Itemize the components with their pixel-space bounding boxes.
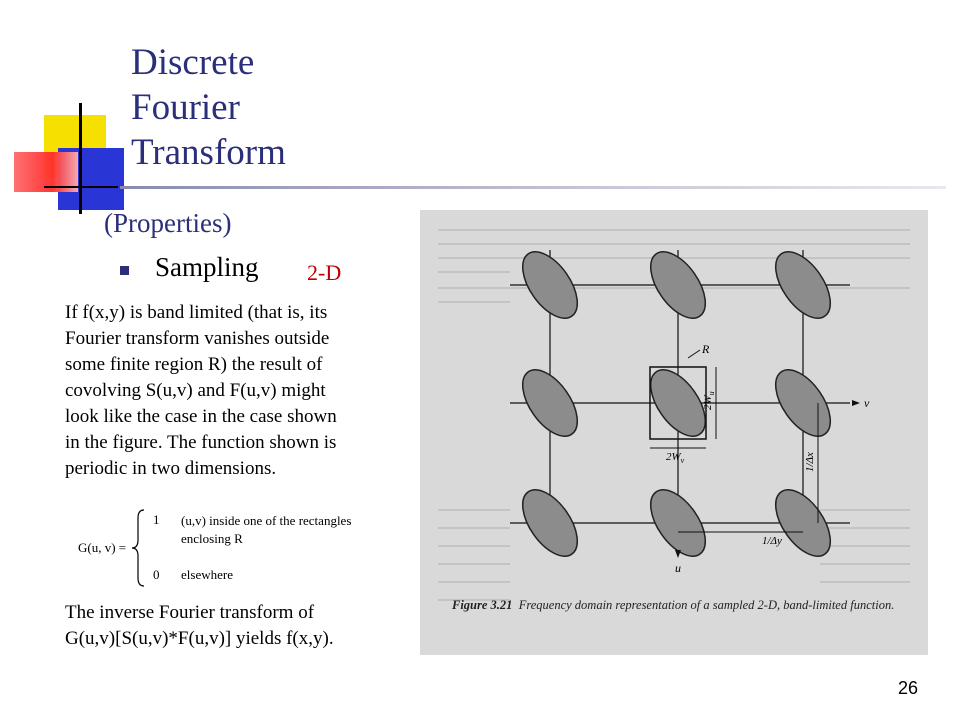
sampled-spectrum-diagram bbox=[420, 210, 928, 655]
dy-label: 1/Δy bbox=[762, 535, 782, 547]
slide-title bbox=[131, 40, 531, 175]
title-line: Fourier bbox=[131, 87, 240, 128]
title-divider bbox=[120, 186, 946, 189]
region-label: R bbox=[702, 342, 710, 356]
equation-case2-value: 0 bbox=[153, 567, 160, 582]
figure-caption bbox=[452, 598, 894, 613]
equation-lhs: G(u, v) = bbox=[78, 540, 127, 555]
equation-case2-condition: elsewhere bbox=[181, 567, 233, 582]
figure-caption-text: Frequency domain representation of a sampled 2-D, band-limited function. bbox=[518, 598, 895, 612]
equation-case1-condition bbox=[181, 512, 351, 548]
paragraph-line: covolving S(u,v) and F(u,v) might bbox=[65, 380, 326, 401]
figure-scan bbox=[420, 210, 928, 655]
condition-line: enclosing R bbox=[181, 531, 243, 546]
region-leader-line bbox=[688, 350, 700, 358]
v-axis-arrow-icon bbox=[852, 400, 860, 406]
dx-label: 1/Δx bbox=[804, 452, 816, 472]
title-line: Discrete bbox=[131, 42, 255, 83]
inverse-paragraph bbox=[65, 600, 425, 652]
height-label: $2W_u$ bbox=[702, 391, 716, 410]
paragraph-line: If f(x,y) is band limited (that is, its bbox=[65, 302, 328, 323]
ellipse-grid bbox=[512, 242, 841, 565]
bullet-text: Sampling bbox=[155, 252, 259, 282]
u-axis-arrow-icon bbox=[675, 550, 681, 558]
axis-u-label: u bbox=[675, 561, 681, 575]
paragraph-line: look like the case in the case shown bbox=[65, 406, 337, 427]
page-number: 26 bbox=[898, 678, 919, 698]
inverse-line: G(u,v)[S(u,v)*F(u,v)] yields f(x,y). bbox=[65, 628, 334, 649]
body-paragraph bbox=[65, 300, 415, 482]
equation-case1-value: 1 bbox=[153, 512, 160, 527]
width-label: $2W_v$ bbox=[666, 451, 685, 465]
paragraph-line: in the figure. The function shown is bbox=[65, 432, 337, 453]
title-line: Transform bbox=[131, 132, 286, 173]
paragraph-line: some finite region R) the result of bbox=[65, 354, 323, 375]
decor-vertical-line bbox=[79, 103, 82, 214]
dimension-tag: 2-D bbox=[307, 260, 342, 285]
decor-horizontal-line bbox=[44, 186, 118, 188]
axis-v-label: v bbox=[864, 396, 870, 410]
inverse-line: The inverse Fourier transform of bbox=[65, 602, 315, 623]
paragraph-line: Fourier transform vanishes outside bbox=[65, 328, 330, 349]
bullet-marker bbox=[120, 266, 129, 275]
condition-line: (u,v) inside one of the rectangles bbox=[181, 513, 352, 528]
paragraph-line: periodic in two dimensions. bbox=[65, 458, 277, 479]
figure-caption-label: Figure 3.21 bbox=[452, 598, 513, 612]
slide-subtitle: (Properties) bbox=[104, 208, 232, 238]
